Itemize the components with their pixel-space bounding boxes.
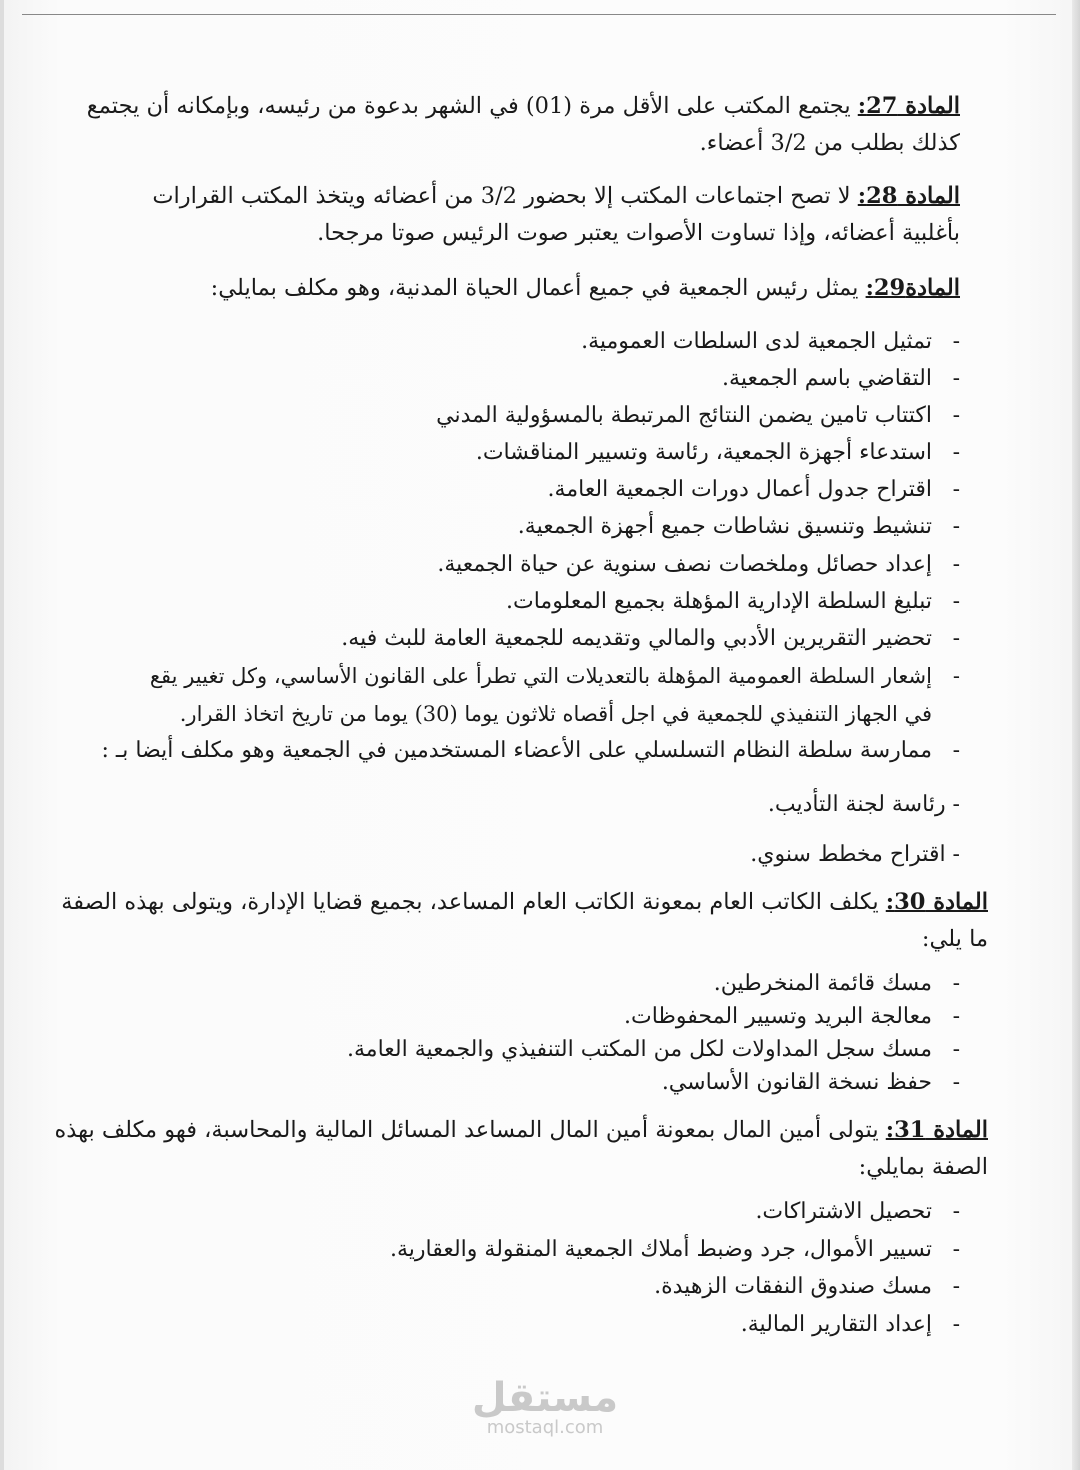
watermark-arabic: مستقل bbox=[471, 1375, 619, 1421]
sub-item-text: - رئاسة لجنة التأديب. bbox=[767, 792, 960, 817]
list-item-text: إشعار السلطة العمومية المؤهلة بالتعديلات التي تطرأ على القانون الأساسي، وكل تغيير يقع bbox=[149, 664, 932, 688]
article-28-heading: المادة 28: bbox=[857, 183, 960, 209]
list-item bbox=[654, 1272, 960, 1302]
list-item bbox=[347, 1035, 960, 1065]
bullet-dash: - bbox=[952, 1037, 960, 1062]
list-item-text: تنشيط وتنسيق نشاطات جميع أجهزة الجمعية. bbox=[517, 514, 932, 539]
list-item bbox=[741, 1310, 960, 1340]
list-item-text: مسك قائمة المنخرطين. bbox=[713, 971, 932, 996]
bullet-dash: - bbox=[952, 552, 960, 577]
bullet-dash: - bbox=[952, 971, 960, 996]
mostaql-watermark bbox=[470, 1375, 620, 1438]
article-30-text: يكلف الكاتب العام بمعونة الكاتب العام المساعد، بجميع قضايا الإدارة، ويتولى بهذه الصفة bbox=[61, 889, 879, 915]
list-item-continuation bbox=[180, 699, 932, 729]
article-31 bbox=[54, 1112, 988, 1186]
article-30-line2: ما يلي: bbox=[921, 926, 988, 952]
list-item bbox=[581, 327, 960, 357]
list-item-text: مسك سجل المداولات لكل من المكتب التنفيذي والجمعية العامة. bbox=[347, 1037, 932, 1062]
list-item-text: إعداد التقارير المالية. bbox=[740, 1312, 932, 1337]
list-item-text: إعداد حصائل وملخصات نصف سنوية عن حياة الجمعية. bbox=[437, 552, 932, 577]
list-item bbox=[476, 438, 960, 468]
list-item bbox=[714, 969, 960, 999]
bullet-dash: - bbox=[952, 366, 960, 391]
list-item bbox=[390, 1235, 960, 1265]
list-item-text: مسك صندوق النفقات الزهيدة. bbox=[654, 1274, 932, 1299]
bullet-dash: - bbox=[952, 1274, 960, 1299]
article-27-heading: المادة 27: bbox=[857, 93, 960, 119]
page-right-edge bbox=[1072, 0, 1080, 1470]
sub-item bbox=[768, 790, 960, 820]
list-item bbox=[662, 1068, 960, 1098]
article-27 bbox=[86, 88, 960, 162]
article-30 bbox=[61, 884, 988, 958]
list-item bbox=[101, 736, 960, 766]
list-item-text: معالجة البريد وتسيير المحفوظات. bbox=[624, 1004, 932, 1029]
list-item bbox=[624, 1002, 960, 1032]
list-item bbox=[755, 1197, 960, 1227]
list-item-text: تسيير الأموال، جرد وضبط أملاك الجمعية المنقولة والعقارية. bbox=[389, 1237, 932, 1262]
bullet-dash: - bbox=[952, 664, 960, 688]
top-rule bbox=[22, 14, 1056, 15]
list-item-text: ممارسة سلطة النظام التسلسلي على الأعضاء المستخدمين في الجمعية وهو مكلف أيضا بـ : bbox=[101, 738, 932, 763]
bullet-dash: - bbox=[952, 1312, 960, 1337]
list-item bbox=[506, 587, 960, 617]
bullet-dash: - bbox=[952, 440, 960, 465]
article-28-text: لا تصح اجتماعات المكتب إلا بحضور 3/2 من أعضائه ويتخذ المكتب القرارات bbox=[152, 183, 851, 209]
list-item-text: تحصيل الاشتراكات. bbox=[755, 1199, 932, 1224]
list-item-text: اقتراح جدول أعمال دورات الجمعية العامة. bbox=[547, 477, 932, 502]
list-item-text: تبليغ السلطة الإدارية المؤهلة بجميع المعلومات. bbox=[506, 589, 932, 614]
bullet-dash: - bbox=[952, 589, 960, 614]
article-29-text: يمثل رئيس الجمعية في جميع أعمال الحياة المدنية، وهو مكلف بمايلي: bbox=[210, 275, 859, 301]
list-item-text: اكتتاب تامين يضمن النتائج المرتبطة بالمسؤولية المدني bbox=[436, 403, 932, 428]
bullet-dash: - bbox=[952, 514, 960, 539]
list-item-text: حفظ نسخة القانون الأساسي. bbox=[661, 1070, 932, 1095]
sub-item-text: - اقتراح مخطط سنوي. bbox=[750, 842, 960, 867]
bullet-dash: - bbox=[952, 477, 960, 502]
list-item-text: تحضير التقريرين الأدبي والمالي وتقديمه للجمعية العامة للبث فيه. bbox=[341, 626, 932, 651]
article-30-heading: المادة 30: bbox=[885, 889, 988, 915]
list-item bbox=[518, 512, 960, 542]
list-item-text: تمثيل الجمعية لدى السلطات العمومية. bbox=[581, 329, 932, 354]
article-29 bbox=[110, 270, 960, 307]
list-item-text: استدعاء أجهزة الجمعية، رئاسة وتسيير المناقشات. bbox=[475, 440, 932, 465]
bullet-dash: - bbox=[952, 626, 960, 651]
article-28-line1 bbox=[110, 178, 960, 215]
article-31-line2: الصفة بمايلي: bbox=[858, 1154, 988, 1180]
article-31-line1 bbox=[54, 1112, 988, 1149]
list-item-text: في الجهاز التنفيذي للجمعية في اجل أقصاه ثلاثون يوما (30) يوما من تاريخ اتخاذ القرار. bbox=[179, 702, 932, 726]
list-item-text: التقاضي باسم الجمعية. bbox=[722, 366, 932, 391]
list-item bbox=[437, 550, 960, 580]
sub-item bbox=[750, 840, 960, 870]
bullet-dash: - bbox=[952, 329, 960, 354]
article-27-line1 bbox=[86, 88, 960, 125]
page-left-edge bbox=[0, 0, 4, 1470]
bullet-dash: - bbox=[952, 738, 960, 763]
article-28-line2: بأغلبية أعضائه، وإذا تساوت الأصوات يعتبر صوت الرئيس صوتا مرجحا. bbox=[317, 220, 960, 246]
list-item bbox=[150, 661, 960, 691]
article-27-line2: كذلك بطلب من 3/2 أعضاء. bbox=[699, 130, 960, 156]
bullet-dash: - bbox=[952, 1199, 960, 1224]
bullet-dash: - bbox=[952, 1237, 960, 1262]
watermark-latin: mostaql.com bbox=[486, 1417, 604, 1438]
article-31-text: يتولى أمين المال بمعونة أمين المال المساعد المسائل المالية والمحاسبة، فهو مكلف بهذه bbox=[54, 1117, 879, 1143]
article-29-line1 bbox=[110, 270, 960, 307]
list-item bbox=[436, 401, 960, 431]
bullet-dash: - bbox=[952, 1070, 960, 1095]
article-31-heading: المادة 31: bbox=[885, 1117, 988, 1143]
bullet-dash: - bbox=[952, 1004, 960, 1029]
article-27-text: يجتمع المكتب على الأقل مرة (01) في الشهر بدعوة من رئيسه، وبإمكانه أن يجتمع bbox=[86, 93, 851, 119]
bullet-dash: - bbox=[952, 403, 960, 428]
list-item bbox=[722, 364, 960, 394]
list-item bbox=[548, 475, 960, 505]
article-30-line1 bbox=[61, 884, 988, 921]
article-29-heading: المادة29: bbox=[865, 275, 960, 301]
article-28 bbox=[110, 178, 960, 252]
list-item bbox=[341, 624, 960, 654]
